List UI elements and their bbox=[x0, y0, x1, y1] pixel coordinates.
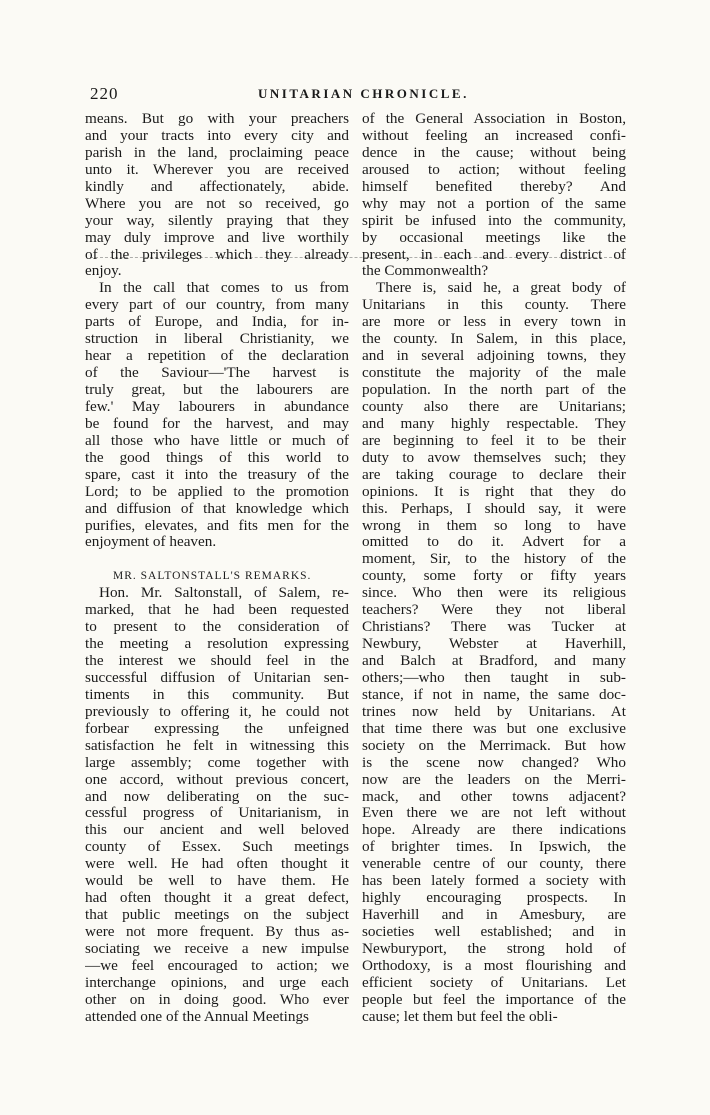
text-line: all those who have little or much of bbox=[85, 432, 349, 449]
text-line: one accord, without previous concert, bbox=[85, 771, 349, 788]
text-line: that public meetings on the subject bbox=[85, 907, 349, 924]
text-line: highly encouraging prospects. In bbox=[362, 890, 626, 907]
text-line: truly great, but the labourers are bbox=[85, 382, 349, 398]
text-line: were not more frequent. By thus as- bbox=[85, 924, 349, 940]
text-line: teachers? Were they not liberal bbox=[362, 602, 626, 619]
text-line: spirit be infused into the community, bbox=[362, 212, 626, 229]
text-line: the interest we should feel in the bbox=[85, 653, 349, 669]
text-line: by occasional meetings like the bbox=[362, 229, 626, 246]
text-line bbox=[85, 551, 349, 568]
text-line: now are the leaders on the Merri- bbox=[362, 771, 626, 788]
text-line: enjoyment of heaven. bbox=[85, 534, 217, 551]
text-line: moment, Sir, to the history of the bbox=[362, 551, 626, 568]
text-line: and your tracts into every city and bbox=[85, 127, 349, 144]
text-line: are beginning to feel it to be their bbox=[362, 432, 626, 449]
text-line: county also there are Unitarians; bbox=[362, 398, 626, 415]
text-line: of the Saviour—'The harvest is bbox=[85, 365, 349, 382]
text-line: were well. He had often thought it bbox=[85, 856, 349, 873]
text-line: are taking courage to declare their bbox=[362, 466, 626, 483]
text-line: marked, that he had been requested bbox=[85, 602, 349, 619]
text-line: omitted to do it. Advert for a bbox=[362, 534, 626, 551]
text-line: mack, and other towns adjacent? bbox=[362, 788, 626, 805]
text-line: of the privileges which they already bbox=[85, 246, 349, 263]
text-line: MR. SALTONSTALL'S REMARKS. bbox=[113, 570, 312, 583]
text-line: aroused to action; without feeling bbox=[362, 161, 626, 178]
text-line: attended one of the Annual Meetings bbox=[85, 1008, 309, 1025]
text-line: enjoy. bbox=[85, 263, 122, 280]
text-line: hear a repetition of the declaration bbox=[85, 348, 349, 365]
text-line: cause; let them but feel the obli- bbox=[362, 1008, 558, 1025]
text-line: opinions. It is right that they do bbox=[362, 483, 626, 500]
text-line: Even there we are not left without bbox=[362, 805, 626, 822]
text-line: wrong in them so long to have bbox=[362, 517, 626, 534]
text-line: Hon. Mr. Saltonstall, of Salem, re- bbox=[99, 585, 349, 602]
text-line: —we feel encouraged to action; we bbox=[85, 957, 349, 974]
text-line: Haverhill and in Amesbury, are bbox=[362, 907, 626, 924]
text-line: Where you are not so received, go bbox=[85, 195, 349, 212]
text-line: and Balch at Bradford, and many bbox=[362, 653, 626, 669]
text-line: of the General Association in Boston, bbox=[362, 111, 626, 127]
text-line: dence in the cause; without being bbox=[362, 144, 626, 161]
text-line: means. But go with your preachers bbox=[85, 111, 349, 127]
text-line: since. Who then were its religious bbox=[362, 585, 626, 602]
text-line: Christians? There was Tucker at bbox=[362, 619, 626, 636]
text-line: societies well established; and in bbox=[362, 924, 626, 940]
text-line: previously to offering it, he could not bbox=[85, 703, 349, 720]
left-column bbox=[85, 111, 349, 1026]
text-line: few.' May labourers in abundance bbox=[85, 398, 349, 415]
text-line: struction in liberal Christianity, we bbox=[85, 331, 349, 348]
running-title: UNITARIAN CHRONICLE. bbox=[258, 86, 469, 101]
text-line: other on in doing good. Who ever bbox=[85, 991, 349, 1008]
text-line: without feeling an increased confi- bbox=[362, 127, 626, 144]
text-line: sociating we receive a new impulse bbox=[85, 940, 349, 957]
text-line: to present to the consideration of bbox=[85, 619, 349, 636]
page-number: 220 bbox=[90, 84, 119, 103]
text-line: himself benefited thereby? And bbox=[362, 178, 626, 195]
text-line: the Commonwealth? bbox=[362, 263, 489, 280]
text-line: present, in each and every district of bbox=[362, 246, 626, 263]
text-line: and many highly respectable. They bbox=[362, 415, 626, 432]
text-line: every part of our country, from many bbox=[85, 297, 349, 314]
text-line: purifies, elevates, and fits men for the bbox=[85, 517, 349, 534]
text-line: Unitarians in this county. There bbox=[362, 297, 626, 314]
text-line: of brighter times. In Ipswich, the bbox=[362, 839, 626, 856]
text-line: Orthodoxy, is a most flourishing and bbox=[362, 957, 626, 974]
text-line: satisfaction he felt in witnessing this bbox=[85, 737, 349, 754]
right-column bbox=[362, 111, 626, 1026]
text-line: venerable centre of our county, there bbox=[362, 856, 626, 873]
text-line: may duly improve and live worthily bbox=[85, 229, 349, 246]
text-line: and now deliberating on the suc- bbox=[85, 788, 349, 805]
text-line: are more or less in every town in bbox=[362, 314, 626, 331]
text-line: county of Essex. Such meetings bbox=[85, 839, 349, 856]
text-line: had often thought it a great defect, bbox=[85, 890, 349, 907]
text-line: why may not a portion of the same bbox=[362, 195, 626, 212]
text-line: that time there was but one exclusive bbox=[362, 720, 626, 737]
text-line: and diffusion of that knowledge which bbox=[85, 500, 349, 517]
text-line: spare, cast it into the treasury of the bbox=[85, 466, 349, 483]
text-line: In the call that comes to us from bbox=[99, 280, 349, 297]
text-line: be found for the harvest, and may bbox=[85, 415, 349, 432]
text-line: the county. In Salem, in this place, bbox=[362, 331, 626, 348]
page-header bbox=[90, 84, 626, 106]
text-line: is the scene now changed? Who bbox=[362, 754, 626, 771]
text-line: hope. Already are there indications bbox=[362, 822, 626, 839]
text-line: others;—who then taught in sub- bbox=[362, 669, 626, 686]
text-line: society on the Merrimack. But how bbox=[362, 737, 626, 754]
text-line: has been lately formed a society with bbox=[362, 873, 626, 890]
text-line: interchange opinions, and urge each bbox=[85, 974, 349, 991]
text-line: Newbury, Webster at Haverhill, bbox=[362, 636, 626, 653]
text-line: trines now held by Unitarians. At bbox=[362, 703, 626, 720]
text-line: the good things of this world to bbox=[85, 449, 349, 466]
text-line: Lord; to be applied to the promotion bbox=[85, 483, 349, 500]
text-line: this our ancient and well beloved bbox=[85, 822, 349, 839]
text-line: parts of Europe, and India, for in- bbox=[85, 314, 349, 331]
text-line: and in several adjoining towns, they bbox=[362, 348, 626, 365]
text-line: There is, said he, a great body of bbox=[376, 280, 626, 297]
text-line: timents in this community. But bbox=[85, 686, 349, 703]
text-line: parish in the land, proclaiming peace bbox=[85, 144, 349, 161]
text-line: would be well to have them. He bbox=[85, 873, 349, 890]
text-line: large assembly; come together with bbox=[85, 754, 349, 771]
text-line: constitute the majority of the male bbox=[362, 365, 626, 382]
text-line: your way, silently praying that they bbox=[85, 212, 349, 229]
text-line: people but feel the importance of the bbox=[362, 991, 626, 1008]
text-line: kindly and affectionately, abide. bbox=[85, 178, 349, 195]
text-line: Newburyport, the strong hold of bbox=[362, 940, 626, 957]
text-line: population. In the north part of the bbox=[362, 382, 626, 398]
text-line: forbear expressing the unfeigned bbox=[85, 720, 349, 737]
text-line: the meeting a resolution expressing bbox=[85, 636, 349, 653]
text-line: stance, if not in name, the same doc- bbox=[362, 686, 626, 703]
text-line: unto it. Wherever you are received bbox=[85, 161, 349, 178]
text-line: cessful progress of Unitarianism, in bbox=[85, 805, 349, 822]
text-line: efficient society of Unitarians. Let bbox=[362, 974, 626, 991]
text-line: duty to avow themselves such; they bbox=[362, 449, 626, 466]
text-line: this. Perhaps, I should say, it were bbox=[362, 500, 626, 517]
text-line: successful diffusion of Unitarian sen- bbox=[85, 669, 349, 686]
text-line: county, some forty or fifty years bbox=[362, 568, 626, 585]
